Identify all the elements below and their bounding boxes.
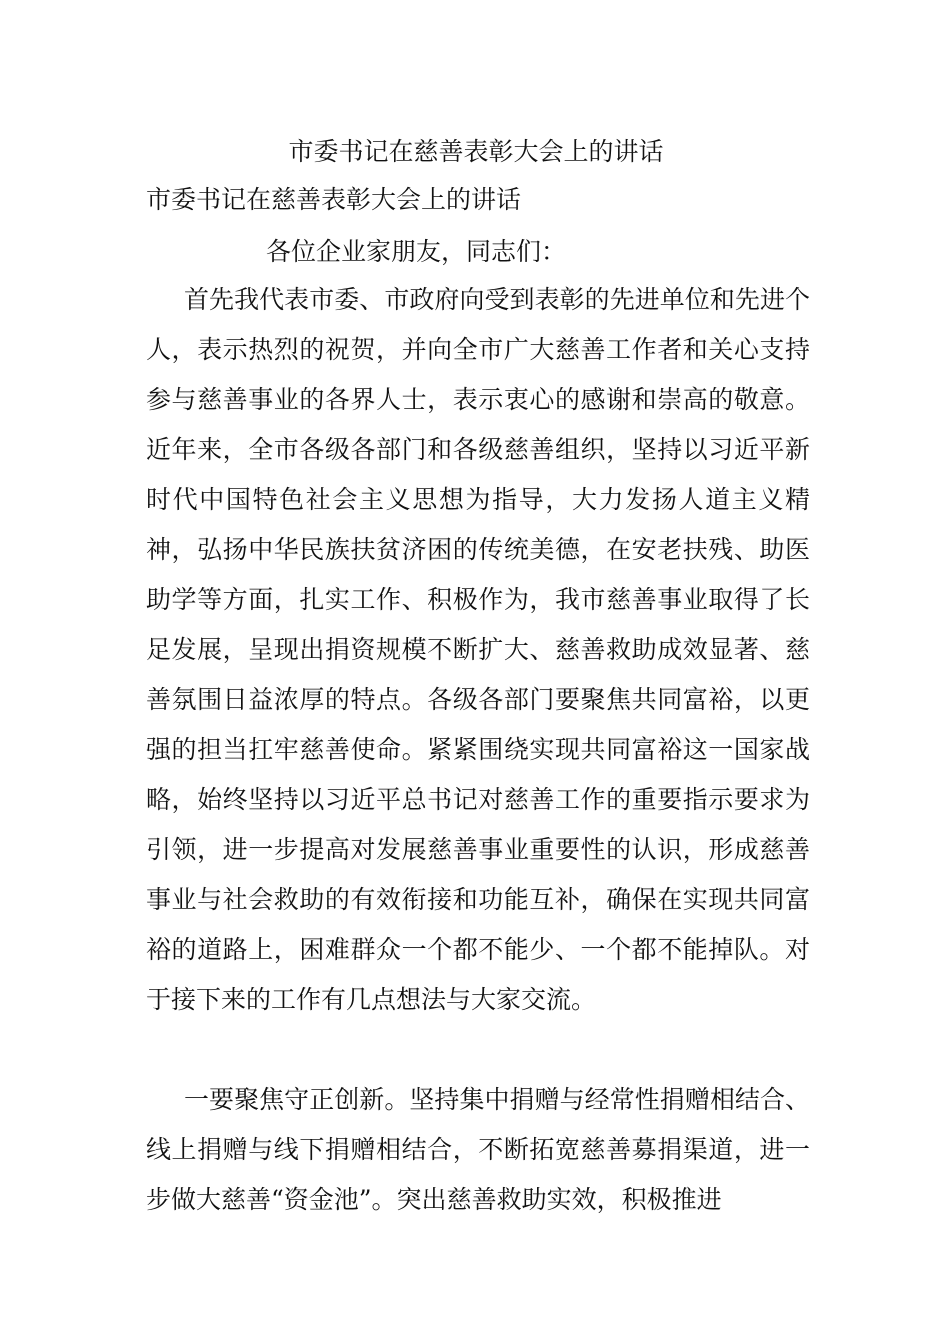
document-subtitle: 市委书记在慈善表彰大会上的讲话 [146, 185, 522, 214]
salutation: 各位企业家朋友，同志们： [266, 237, 567, 266]
body-paragraph: 一要聚焦守正创新。坚持集中捐赠与经常性捐赠相结合、线上捐赠与线下捐赠相结合，不断拓宽慈善募捐渠道，进一步做大慈善“资金池”。突出慈善救助实效，积极推进 [146, 1085, 810, 1214]
document-title: 市委书记在慈善表彰大会上的讲话 [288, 137, 664, 166]
body-paragraph: 首先我代表市委、市政府向受到表彰的先进单位和先进个人，表示热烈的祝贺，并向全市广大慈善工作者和关心支持参与慈善事业的各界人士，表示衷心的感谢和崇高的敬意。近年来，全市各级各部门和各级慈善组织，坚持以习近平新时代中国特色社会主义思想为指导，大力发扬人道主义精神，弘扬中华民族扶贫济困的传统美德，在安老扶残、助医助学等方面，扎实工作、积极作为，我市慈善事业取得了长足发展，呈现出捐资规模不断扩大、慈善救助成效显著、慈善氛围日益浓厚的特点。各级各部门要聚焦共同富裕，以更强的担当扛牢慈善使命。紧紧围绕实现共同富裕这一国家战略，始终坚持以习近平总书记对慈善工作的重要指示要求为引领，进一步提高对发展慈善事业重要性的认识，形成慈善事业与社会救助的有效衔接和功能互补，确保在实现共同富裕的道路上，困难群众一个都不能少、一个都不能掉队。对于接下来的工作有几点想法与大家交流。 [146, 285, 810, 1014]
